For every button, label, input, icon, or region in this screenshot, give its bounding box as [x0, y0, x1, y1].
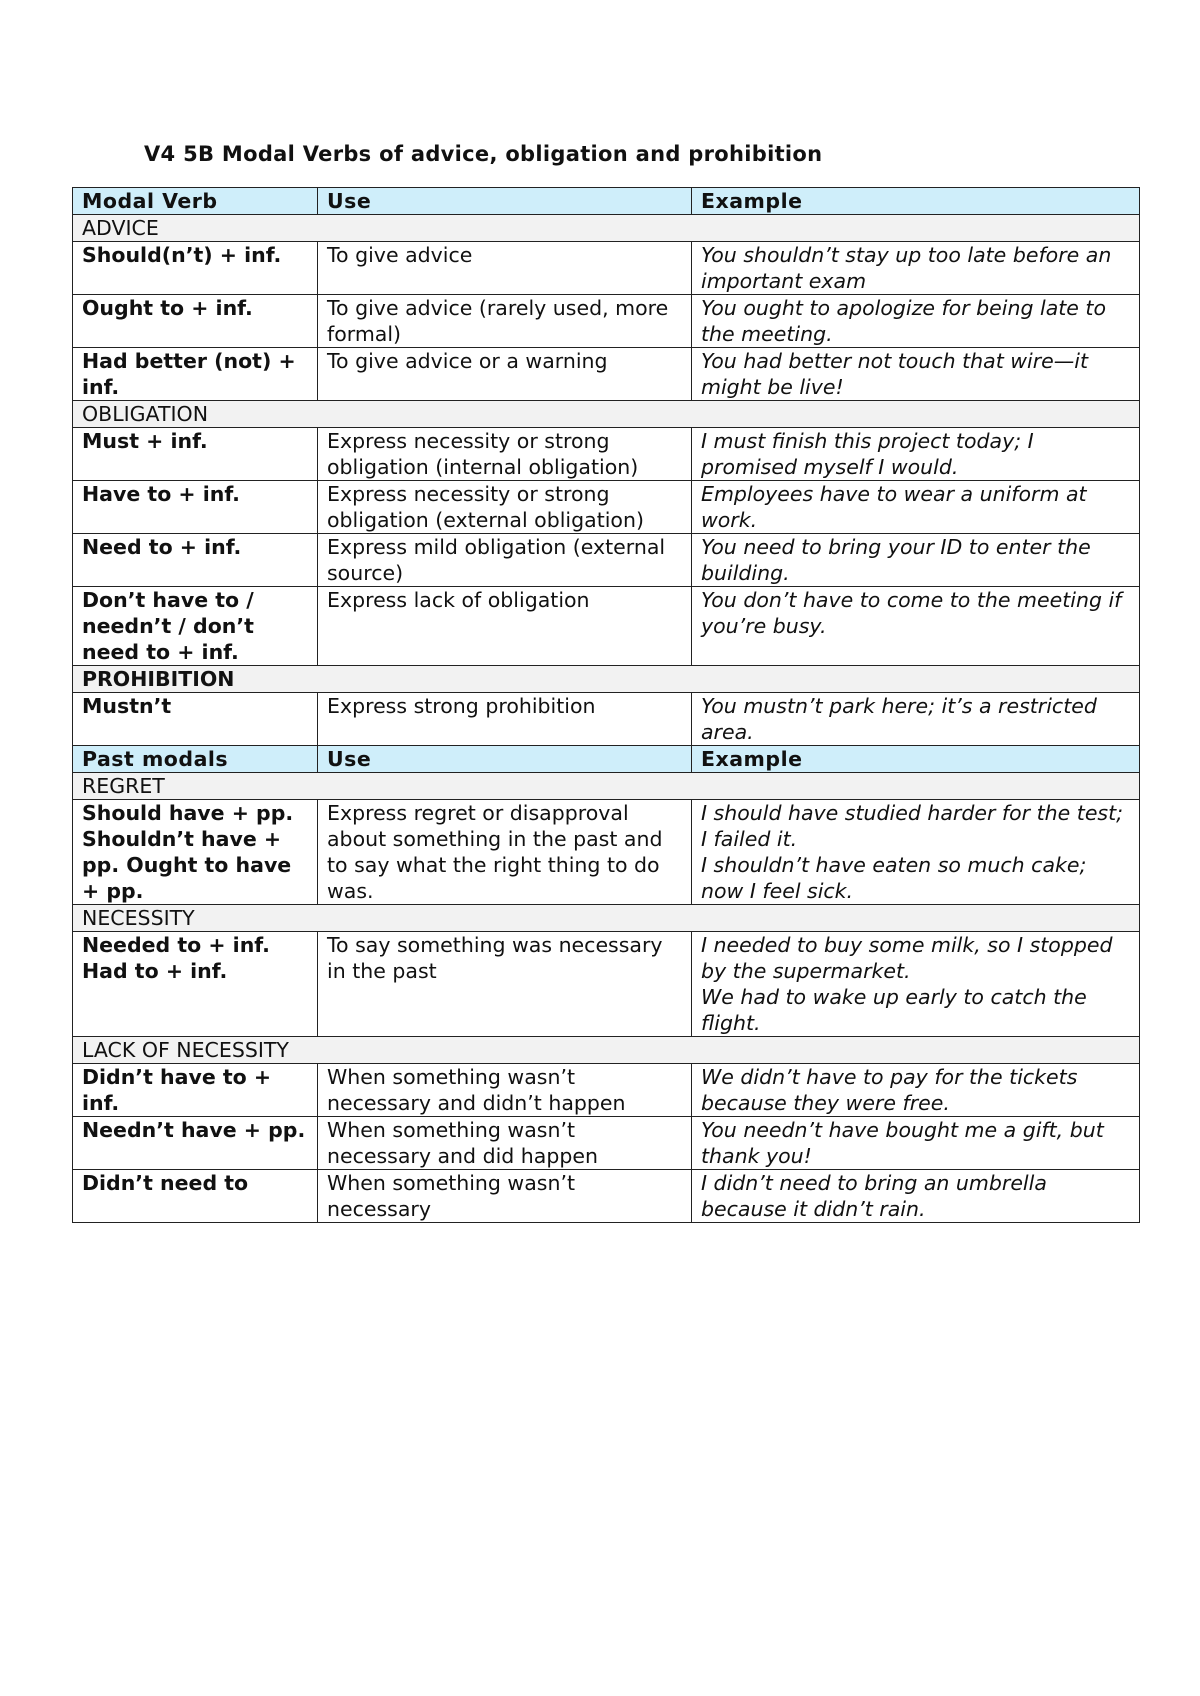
example-line: I needed to buy some milk, so I stopped by the supermarket.: [701, 933, 1113, 983]
modal-verbs-table: [72, 187, 1140, 1223]
example-cell: I didn’t need to bring an umbrella because it didn’t rain.: [692, 1170, 1140, 1223]
use-cell: To give advice (rarely used, more formal): [318, 295, 692, 348]
use-cell: Express necessity or strong obligation (internal obligation): [318, 428, 692, 481]
table-row: [73, 348, 1140, 401]
table-row: [73, 587, 1140, 666]
use-cell: To give advice or a warning: [318, 348, 692, 401]
modal-verb-line: Had to + inf.: [82, 959, 228, 983]
header-use: Use: [318, 746, 692, 773]
modal-verb-cell: Ought to + inf.: [73, 295, 318, 348]
example-cell: We didn’t have to pay for the tickets because they were free.: [692, 1064, 1140, 1117]
header-example: Example: [692, 188, 1140, 215]
section-label: ADVICE: [73, 215, 1140, 242]
modal-verb-cell: Need to + inf.: [73, 534, 318, 587]
example-line: We had to wake up early to catch the flight.: [701, 985, 1087, 1035]
table-row: [73, 932, 1140, 1037]
modal-verb-cell: Didn’t need to: [73, 1170, 318, 1223]
table-header-row: [73, 188, 1140, 215]
example-cell: You shouldn’t stay up too late before an important exam: [692, 242, 1140, 295]
table-row: [73, 800, 1140, 905]
table-row: [73, 481, 1140, 534]
section-label: NECESSITY: [73, 905, 1140, 932]
example-cell: You mustn’t park here; it’s a restricted area.: [692, 693, 1140, 746]
header-example: Example: [692, 746, 1140, 773]
example-line: I shouldn’t have eaten so much cake; now I feel sick.: [701, 853, 1087, 903]
section-row-obligation: [73, 401, 1140, 428]
section-label: REGRET: [73, 773, 1140, 800]
past-modals-header-row: [73, 746, 1140, 773]
header-past-modals: Past modals: [73, 746, 318, 773]
use-cell: Express regret or disapproval about something in the past and to say what the right thing to do was.: [318, 800, 692, 905]
example-cell: [692, 800, 1140, 905]
example-cell: I must finish this project today; I promised myself I would.: [692, 428, 1140, 481]
modal-verb-cell: Had better (not) + inf.: [73, 348, 318, 401]
header-use: Use: [318, 188, 692, 215]
example-cell: You needn’t have bought me a gift, but thank you!: [692, 1117, 1140, 1170]
section-label: LACK OF NECESSITY: [73, 1037, 1140, 1064]
table-row: [73, 534, 1140, 587]
use-cell: To say something was necessary in the past: [318, 932, 692, 1037]
modal-verb-cell: Mustn’t: [73, 693, 318, 746]
table-row: [73, 693, 1140, 746]
use-cell: When something wasn’t necessary and did happen: [318, 1117, 692, 1170]
use-cell: When something wasn’t necessary and didn’t happen: [318, 1064, 692, 1117]
use-cell: To give advice: [318, 242, 692, 295]
section-label: OBLIGATION: [73, 401, 1140, 428]
section-row-advice: [73, 215, 1140, 242]
section-label: PROHIBITION: [73, 666, 1140, 693]
use-cell: Express lack of obligation: [318, 587, 692, 666]
use-cell: Express necessity or strong obligation (external obligation): [318, 481, 692, 534]
use-cell: Express strong prohibition: [318, 693, 692, 746]
modal-verb-cell: Didn’t have to + inf.: [73, 1064, 318, 1117]
table-row: [73, 1117, 1140, 1170]
page-title: V4 5B Modal Verbs of advice, obligation and prohibition: [144, 142, 823, 166]
section-row-lack-of-necessity: [73, 1037, 1140, 1064]
example-line: I should have studied harder for the test; I failed it.: [701, 801, 1124, 851]
example-cell: You ought to apologize for being late to the meeting.: [692, 295, 1140, 348]
modal-verb-cell: Don’t have to / needn’t / don’t need to + inf.: [73, 587, 318, 666]
modal-verb-cell: Needn’t have + pp.: [73, 1117, 318, 1170]
example-cell: You don’t have to come to the meeting if you’re busy.: [692, 587, 1140, 666]
example-cell: You need to bring your ID to enter the building.: [692, 534, 1140, 587]
section-row-prohibition: [73, 666, 1140, 693]
use-cell: Express mild obligation (external source): [318, 534, 692, 587]
example-cell: [692, 932, 1140, 1037]
modal-verb-cell: Should(n’t) + inf.: [73, 242, 318, 295]
modal-verb-cell: Must + inf.: [73, 428, 318, 481]
section-row-regret: [73, 773, 1140, 800]
table-row: [73, 242, 1140, 295]
modal-verb-cell: Should have + pp. Shouldn’t have + pp. Ought to have + pp.: [73, 800, 318, 905]
modal-verb-cell: [73, 932, 318, 1037]
example-cell: Employees have to wear a uniform at work.: [692, 481, 1140, 534]
table-row: [73, 1170, 1140, 1223]
use-cell: When something wasn’t necessary: [318, 1170, 692, 1223]
example-cell: You had better not touch that wire—it might be live!: [692, 348, 1140, 401]
header-modal-verb: Modal Verb: [73, 188, 318, 215]
table-row: [73, 295, 1140, 348]
modal-verb-cell: Have to + inf.: [73, 481, 318, 534]
table-row: [73, 428, 1140, 481]
section-row-necessity: [73, 905, 1140, 932]
modal-verb-line: Needed to + inf.: [82, 933, 270, 957]
table-row: [73, 1064, 1140, 1117]
